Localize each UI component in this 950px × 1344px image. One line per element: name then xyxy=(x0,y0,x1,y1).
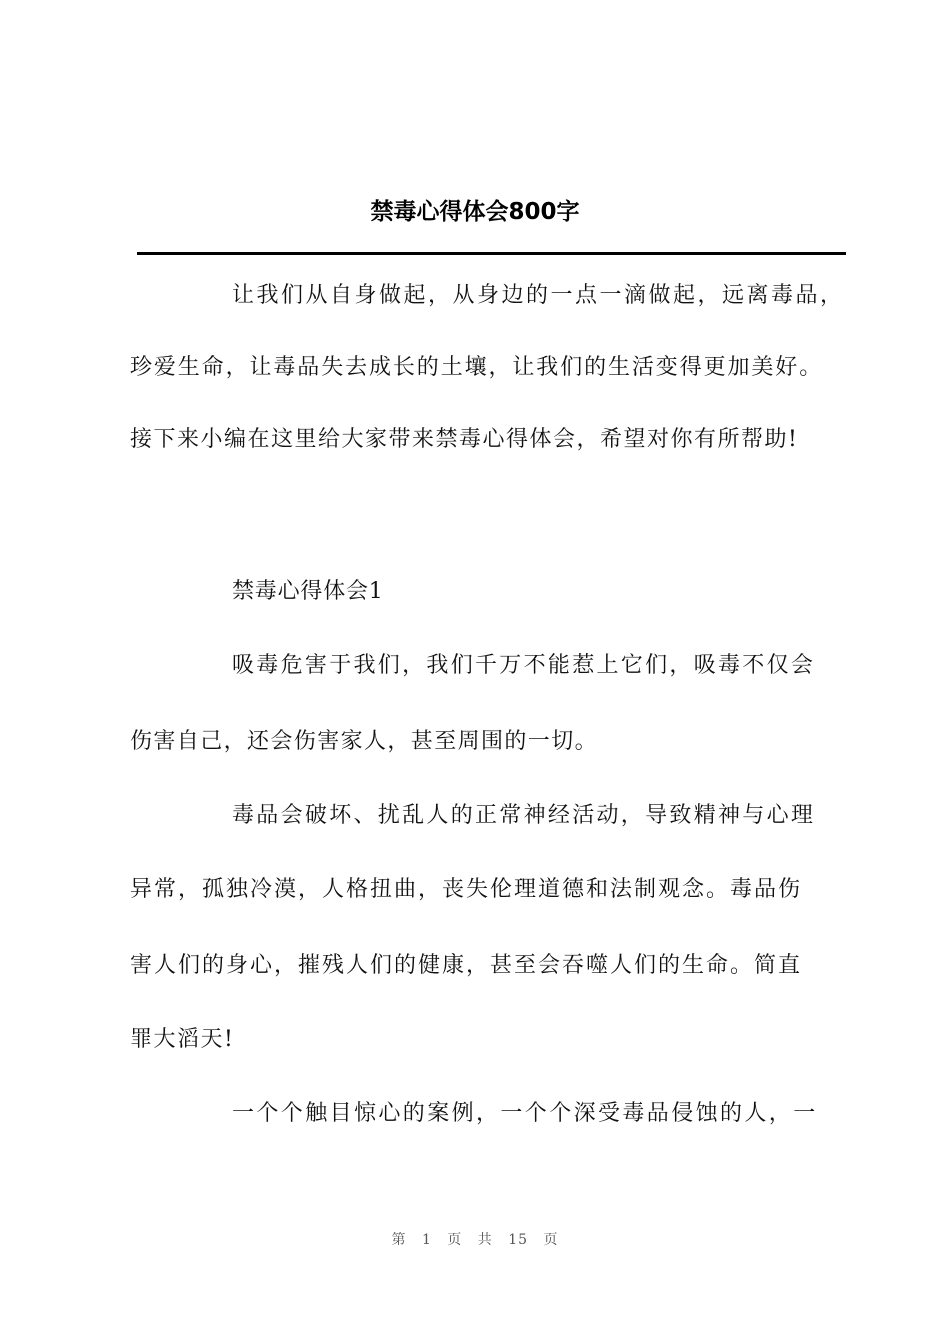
paragraph-line: 让我们从自身做起，从身边的一点一滴做起，远离毒品， xyxy=(232,283,845,308)
section-heading: 禁毒心得体会1 xyxy=(232,579,384,604)
paragraph-line: 毒品会破坏、扰乱人的正常神经活动，导致精神与心理 xyxy=(232,803,816,828)
page-number-footer: 第 1 页 共 15 页 xyxy=(391,1232,559,1248)
paragraph-line: 害人们的身心，摧残人们的健康，甚至会吞噬人们的生命。简直 xyxy=(130,953,803,978)
paragraph-line: 珍爱生命，让毒品失去成长的土壤，让我们的生活变得更加美好。 xyxy=(130,355,824,380)
paragraph-line: 接下来小编在这里给大家带来禁毒心得体会，希望对你有所帮助! xyxy=(130,427,799,452)
paragraph-line: 吸毒危害于我们，我们千万不能惹上它们，吸毒不仅会 xyxy=(232,653,816,678)
paragraph-line: 伤害自己，还会伤害家人，甚至周围的一切。 xyxy=(130,729,599,754)
paragraph-line: 罪大滔天! xyxy=(130,1027,235,1052)
title-divider xyxy=(137,252,846,255)
paragraph-line: 异常，孤独冷漠，人格扭曲，丧失伦理道德和法制观念。毒品伤 xyxy=(130,877,803,902)
paragraph-line: 一个个触目惊心的案例，一个个深受毒品侵蚀的人，一 xyxy=(232,1101,818,1126)
document-title: 禁毒心得体会800字 xyxy=(370,199,580,225)
